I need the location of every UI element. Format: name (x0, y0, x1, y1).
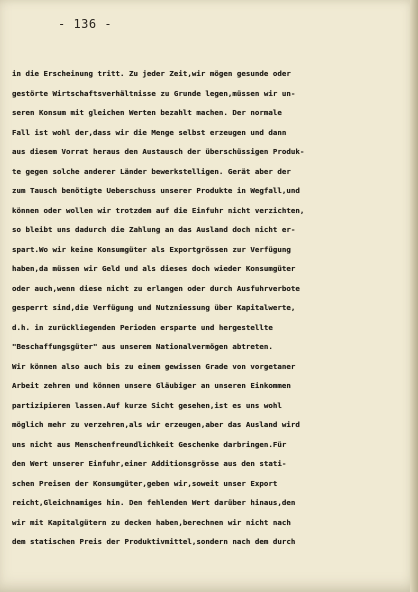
text-line: Arbeit zehren und können unsere Gläubiger an unseren Einkommen (12, 381, 291, 390)
text-line: gestörte Wirtschaftsverhältnisse zu Grunde legen,müssen wir un- (12, 88, 296, 98)
text-line: möglich mehr zu verzehren,als wir erzeugen,aber das Ausland wird (12, 420, 300, 429)
text-line: reicht,Gleichnamiges hin. Den fehlenden Wert darüber hinaus,den (12, 498, 296, 507)
text-line: so bleibt uns dadurch die Zahlung an das Ausland doch nicht er- (12, 225, 296, 234)
text-line: haben,da müssen wir Geld und als dieses doch wieder Konsumgüter (12, 264, 296, 273)
text-line: "Beschaffungsgüter" aus unserem Nationalvermögen abtreten. (12, 342, 273, 351)
text-line: können oder wollen wir trotzdem auf die Einfuhr nicht verzichten, (12, 205, 305, 215)
page-number: - 136 - (58, 17, 113, 31)
text-line: oder auch,wenn diese nicht zu erlangen oder durch Ausfuhrverbote (12, 283, 300, 293)
text-line: Fall ist wohl der,dass wir die Menge selbst erzeugen und dann (12, 127, 287, 137)
text-line: uns nicht aus Menschenfreundlichkeit Geschenke darbringen.Für (12, 439, 287, 449)
text-line: schen Preisen der Konsumgüter,geben wir,soweit unser Export (12, 478, 278, 488)
text-line: spart.Wo wir keine Konsumgüter als Exportgrössen zur Verfügung (12, 244, 291, 254)
text-line: den Wert unserer Einfuhr,einer Additionsgrösse aus den stati- (12, 459, 287, 468)
page-edge-shadow (410, 0, 418, 592)
text-line: dem statischen Preis der Produktivmittel,sondern nach dem durch (12, 537, 296, 546)
text-line: te gegen solche anderer Länder bewerkstelligen. Gerät aber der (12, 166, 291, 176)
text-line: zum Tausch benötigte Ueberschuss unserer Produkte in Wegfall,und (12, 186, 300, 195)
text-line: aus diesem Vorrat heraus den Austausch der überschüssigen Produk- (12, 147, 305, 156)
text-line: Wir können also auch bis zu einem gewissen Grade von vorgetaner (12, 361, 296, 371)
text-line: seren Konsum mit gleichen Werten bezahlt machen. Der normale (12, 108, 282, 117)
text-line: in die Erscheinung tritt. Zu jeder Zeit,wir mögen gesunde oder (12, 69, 291, 78)
text-line: gesperrt sind,die Verfügung und Nutzniessung über Kapitalwerte, (12, 303, 296, 312)
text-line: partizipieren lassen.Auf kurze Sicht gesehen,ist es uns wohl (12, 400, 282, 410)
body-text (12, 64, 408, 552)
text-line: d.h. in zurückliegenden Perioden ersparte und hergestellte (12, 322, 273, 332)
text-line: wir mit Kapitalgütern zu decken haben,berechnen wir nicht nach (12, 517, 291, 527)
